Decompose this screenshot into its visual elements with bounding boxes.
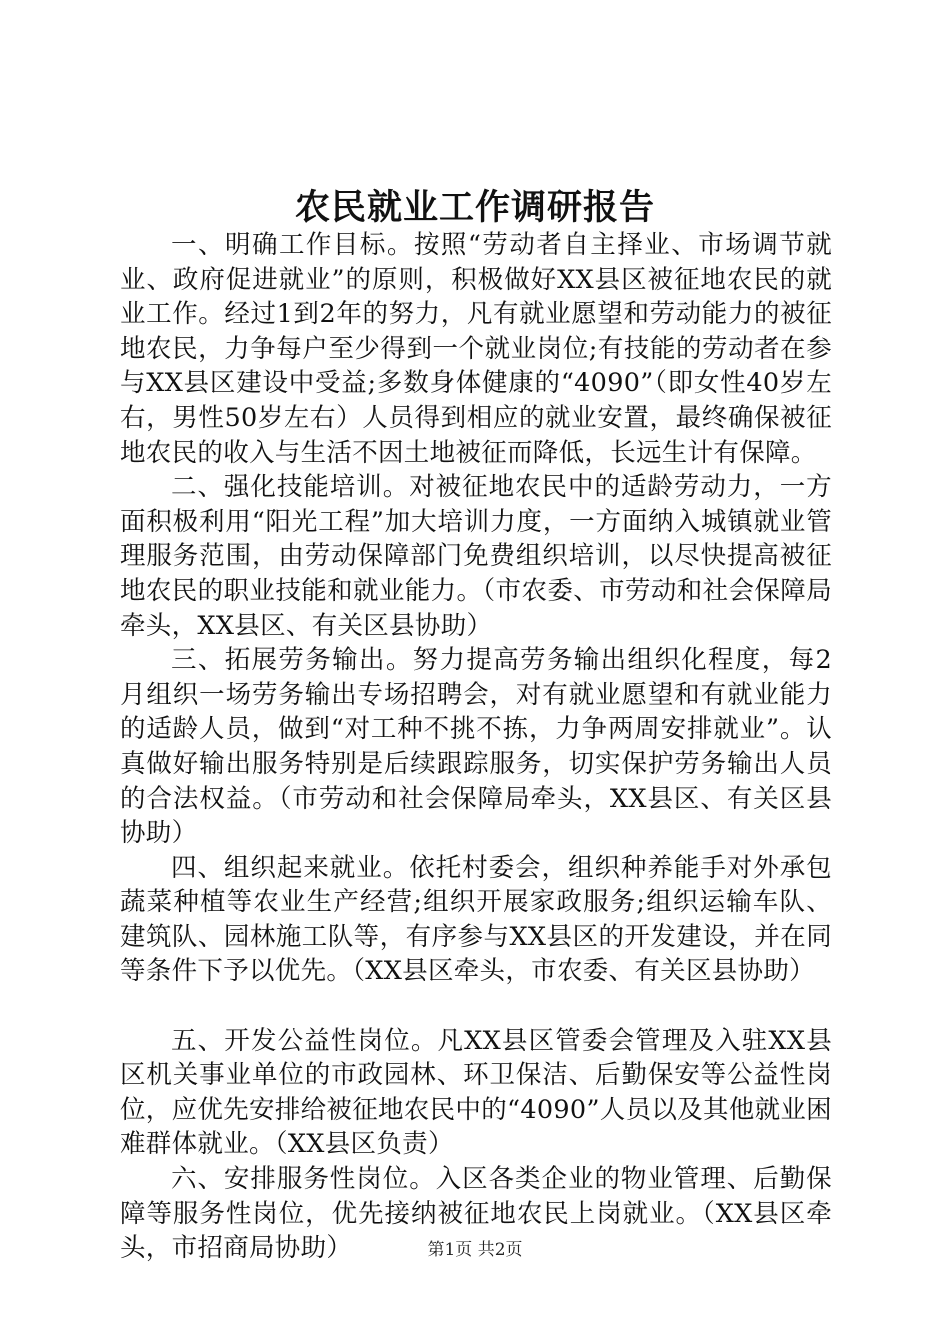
paragraph-4: 四、组织起来就业。依托村委会，组织种养能手对外承包蔬菜种植等农业生产经营;组织开展家政服务;组织运输车队、建筑队、园林施工队等，有序参与XX县区的开发建设，并在同等条件下予以优先。（XX县区牵头，市农委、有关区县协助） <box>120 852 832 987</box>
paragraph-6: 六、安排服务性岗位。入区各类企业的物业管理、后勤保障等服务性岗位，优先接纳被征地农民上岗就业。（XX县区牵头，市招商局协助） <box>120 1164 832 1264</box>
page-number-footer: 第1页 共2页 <box>427 1240 523 1260</box>
paragraph-5: 五、开发公益性岗位。凡XX县区管委会管理及入驻XX县区机关事业单位的市政园林、环卫保洁、后勤保安等公益性岗位，应优先安排给被征地农民中的“4090”人员以及其他就业困难群体就业。（XX县区负责） <box>120 1025 832 1160</box>
paragraph-3: 三、拓展劳务输出。努力提高劳务输出组织化程度，每2月组织一场劳务输出专场招聘会，对有就业愿望和有就业能力的适龄人员，做到“对工种不挑不拣，力争两周安排就业”。认真做好输出服务特别是后续跟踪服务，切实保护劳务输出人员的合法权益。（市劳动和社会保障局牵头，XX县区、有关区县协助） <box>120 645 832 849</box>
document-title: 农民就业工作调研报告 <box>294 187 655 228</box>
document-body <box>120 228 832 1266</box>
paragraph-2: 二、强化技能培训。对被征地农民中的适龄劳动力，一方面积极利用“阳光工程”加大培训力度，一方面纳入城镇就业管理服务范围，由劳动保障部门免费组织培训，以尽快提高被征地农民的职业技能和就业能力。（市农委、市劳动和社会保障局牵头，XX县区、有关区县协助） <box>120 472 832 641</box>
paragraph-1: 一、明确工作目标。按照“劳动者自主择业、市场调节就业、政府促进就业”的原则，积极做好XX县区被征地农民的就业工作。经过1到2年的努力，凡有就业愿望和劳动能力的被征地农民，力争每户至少得到一个就业岗位;有技能的劳动者在参与XX县区建设中受益;多数身体健康的“4090”（即女性40岁左右，男性50岁左右）人员得到相应的就业安置，最终确保被征地农民的收入与生活不因土地被征而降低，长远生计有保障。 <box>120 230 832 468</box>
